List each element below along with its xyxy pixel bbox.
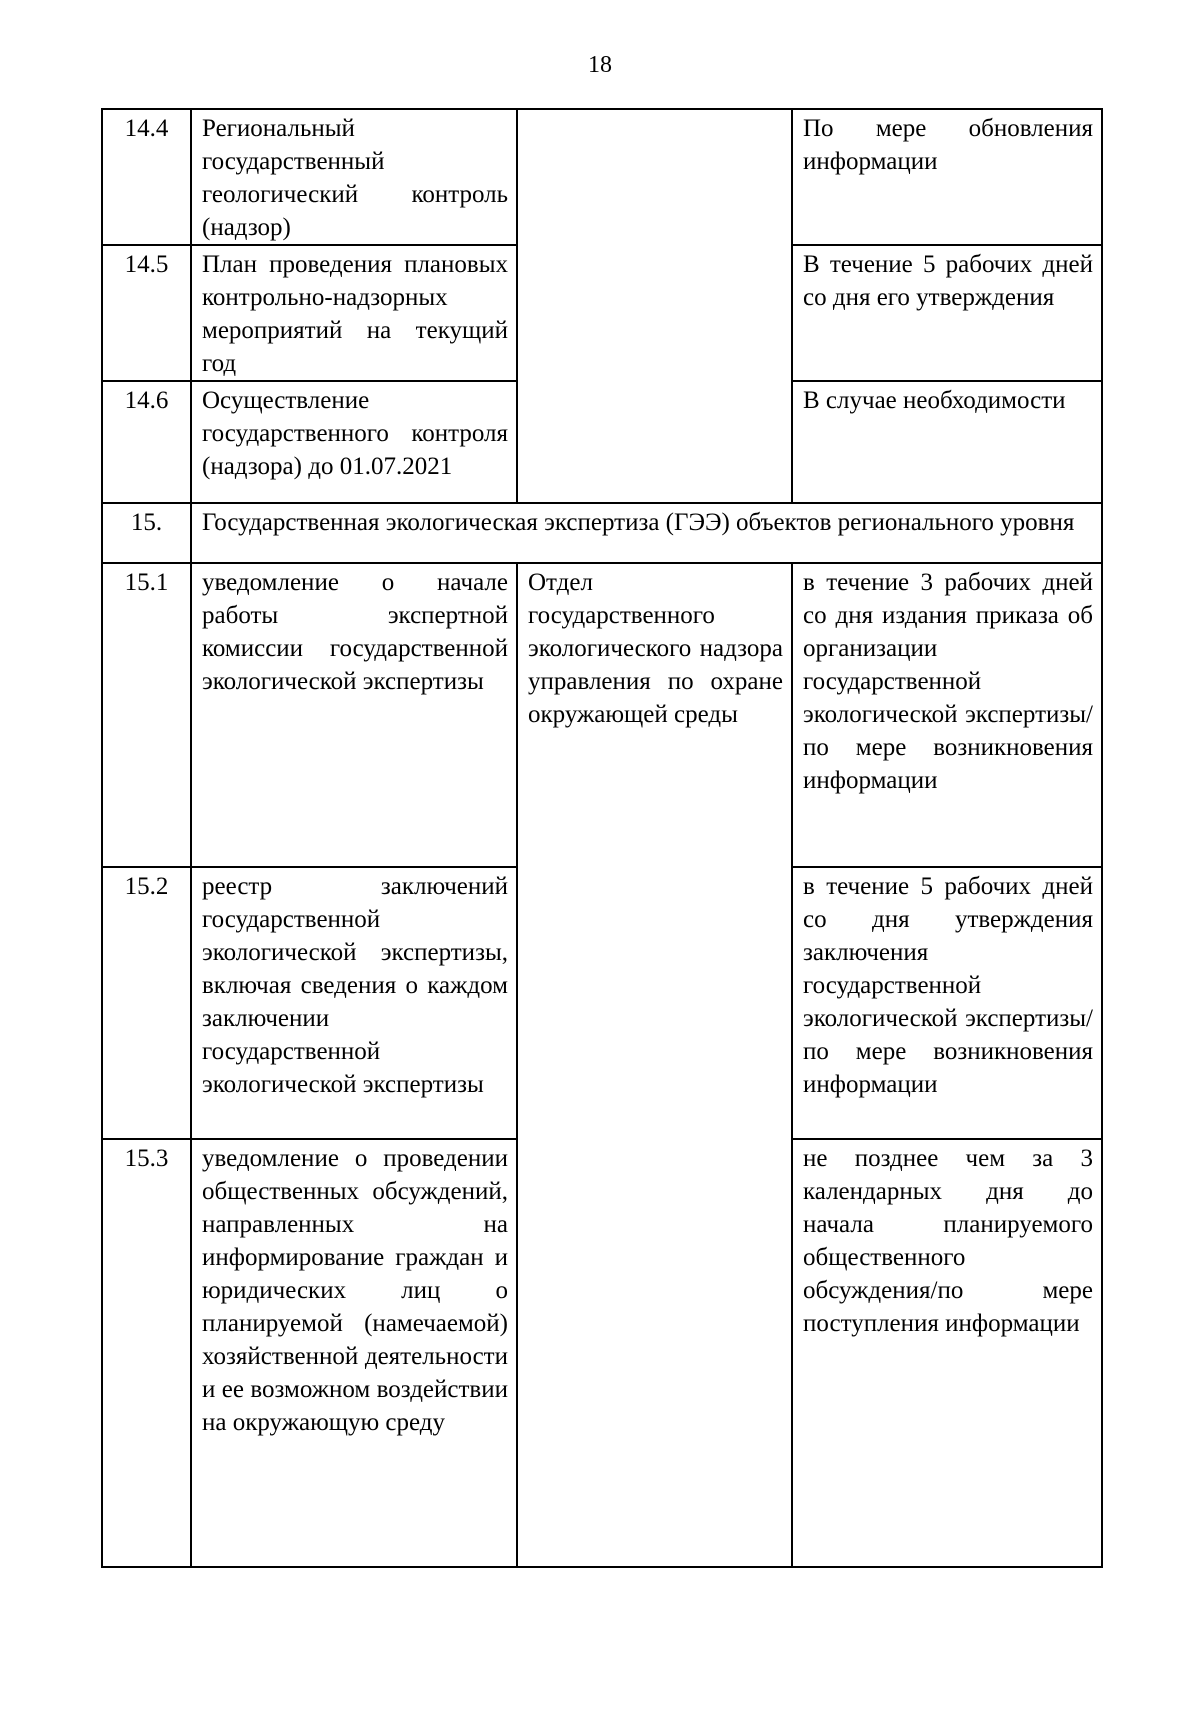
row-term: По мере обновления информации bbox=[792, 109, 1102, 245]
page-number: 18 bbox=[588, 52, 612, 78]
row-responsible: Отдел государственного экологического надзора управления по охране окружающей среды bbox=[517, 563, 792, 1567]
row-number: 15.1 bbox=[102, 563, 191, 867]
row-number: 15.2 bbox=[102, 867, 191, 1139]
row-number: 15. bbox=[102, 503, 191, 563]
row-name: Региональный государственный геологический контроль (надзор) bbox=[191, 109, 517, 245]
document-table bbox=[101, 108, 1103, 1568]
row-number: 14.5 bbox=[102, 245, 191, 381]
row-term: В течение 5 рабочих дней со дня его утверждения bbox=[792, 245, 1102, 381]
row-term: в течение 5 рабочих дней со дня утверждения заключения государственной экологической экспертизы/ по мере возникновения информации bbox=[792, 867, 1102, 1139]
row-responsible bbox=[517, 109, 792, 503]
row-term: В случае необходимости bbox=[792, 381, 1102, 503]
table-row bbox=[102, 563, 1102, 867]
row-name: реестр заключений государственной экологической экспертизы, включая сведения о каждом заключении государственной экологической экспертизы bbox=[191, 867, 517, 1139]
row-name: уведомление о начале работы экспертной комиссии государственной экологической экспертизы bbox=[191, 563, 517, 867]
row-term: не позднее чем за 3 календарных дня до начала планируемого общественного обсуждения/по мере поступления информации bbox=[792, 1139, 1102, 1567]
row-term: в течение 3 рабочих дней со дня издания приказа об организации государственной экологической экспертизы/ по мере возникновения информации bbox=[792, 563, 1102, 867]
table-row bbox=[102, 109, 1102, 245]
row-number: 14.4 bbox=[102, 109, 191, 245]
row-number: 15.3 bbox=[102, 1139, 191, 1567]
row-name: План проведения плановых контрольно-надзорных мероприятий на текущий год bbox=[191, 245, 517, 381]
section-title: Государственная экологическая экспертиза (ГЭЭ) объектов регионального уровня bbox=[191, 503, 1102, 563]
section-row bbox=[102, 503, 1102, 563]
row-name: Осуществление государственного контроля (надзора) до 01.07.2021 bbox=[191, 381, 517, 503]
row-number: 14.6 bbox=[102, 381, 191, 503]
row-name: уведомление о проведении общественных обсуждений, направленных на информирование граждан и юридических лиц о планируемой (намечаемой) хозяйственной деятельности и ее возможном воздействии на окружающую среду bbox=[191, 1139, 517, 1567]
